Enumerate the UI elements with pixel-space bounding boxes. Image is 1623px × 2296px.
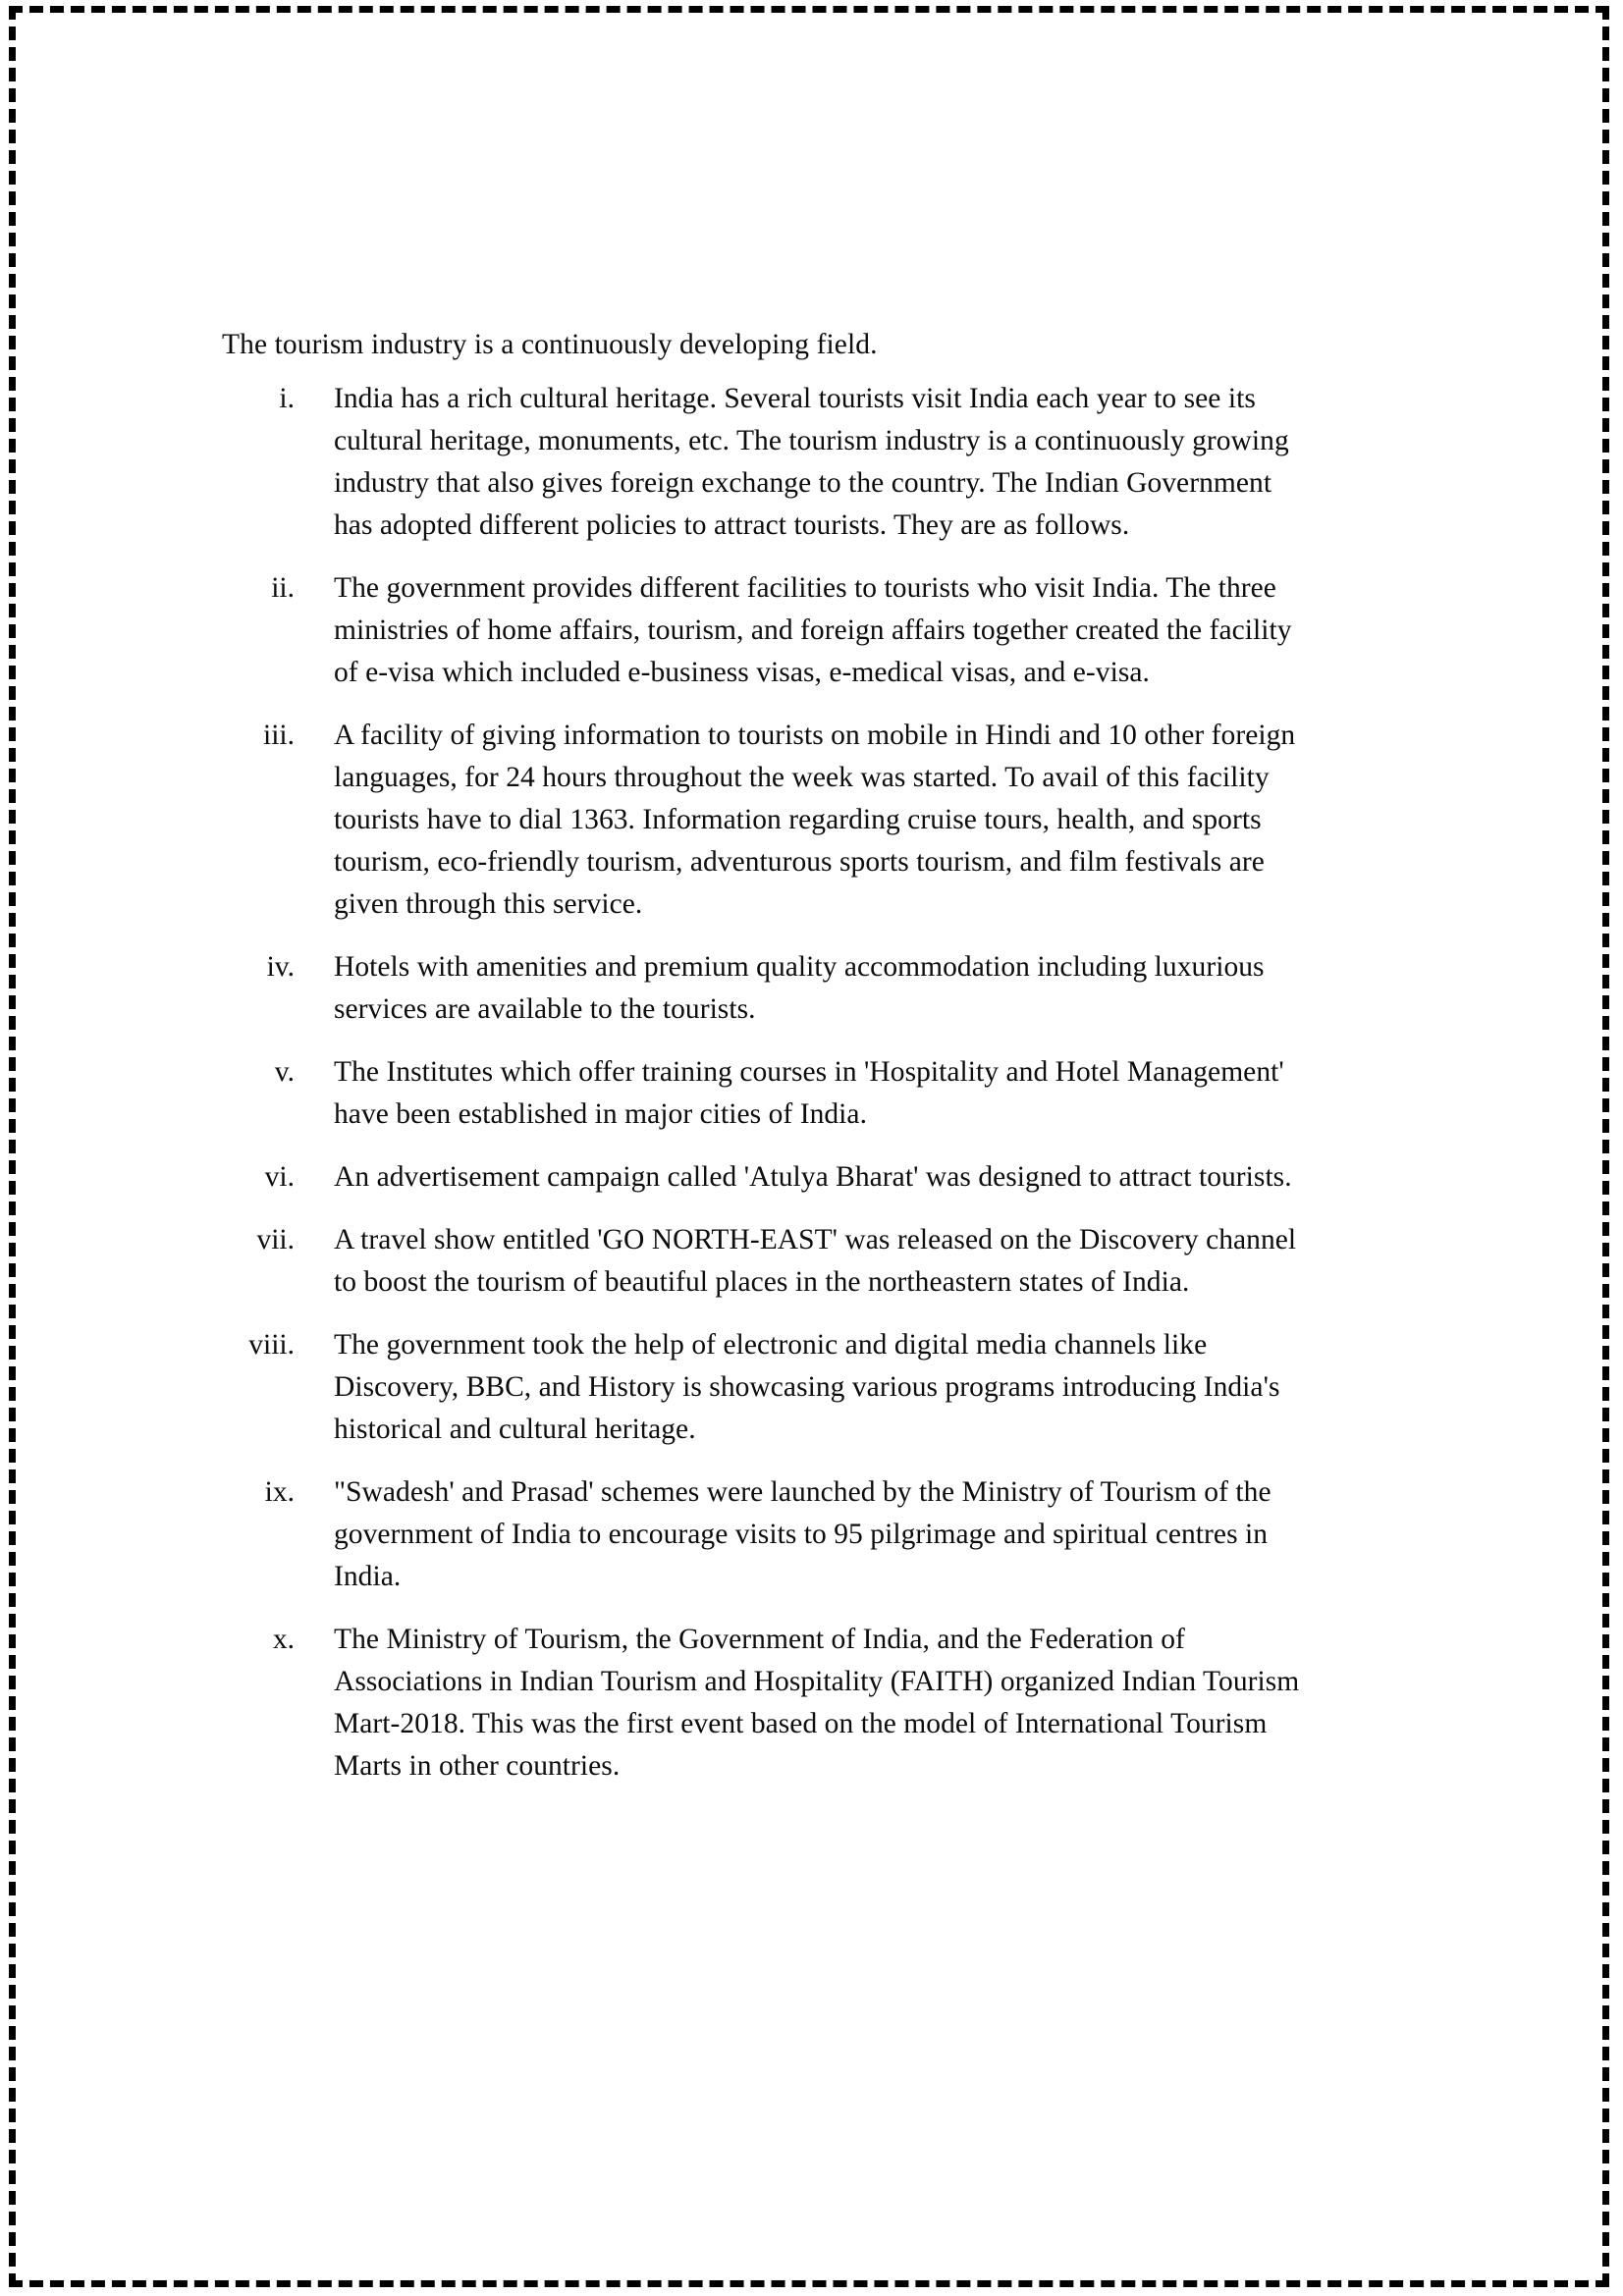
list-item-marker: ix. xyxy=(264,1476,295,1508)
roman-numeral-list xyxy=(218,378,1397,1788)
list-item-text: The government provides different facilities to tourists who visit India. The three ministries of home affairs, tourism, and foreign affairs together created the facility of e-visa which included e-business visas, e-medical visas, and e-visa. xyxy=(334,572,1292,688)
list-item-marker: ii. xyxy=(271,572,295,604)
list-item xyxy=(218,1471,1397,1598)
list-item-text: A travel show entitled 'GO NORTH-EAST' was released on the Discovery channel to boost the tourism of beautiful places in the northeastern states of India. xyxy=(334,1224,1297,1298)
list-item xyxy=(218,715,1397,926)
list-item-marker: vi. xyxy=(264,1161,295,1193)
list-item-text: The Ministry of Tourism, the Government of India, and the Federation of Associations in Indian Tourism and Hospitality (FAITH) organized Indian Tourism Mart-2018. This was the first event based on the model of International Tourism Marts in other countries. xyxy=(334,1624,1300,1782)
list-item-text: A facility of giving information to tourists on mobile in Hindi and 10 other foreign languages, for 24 hours throughout the week was started. To avail of this facility tourists have to dial 1363. Information regarding cruise tours, health, and sports tourism, eco-friendly tourism, adventurous sports tourism, and film festivals are given through this service. xyxy=(334,720,1296,920)
list-item-text: India has a rich cultural heritage. Several tourists visit India each year to see its cultural heritage, monuments, etc. The tourism industry is a continuously growing industry that also gives foreign exchange to the country. The Indian Government has adopted different policies to attract tourists. They are as follows. xyxy=(334,383,1289,541)
list-item-marker: vii. xyxy=(256,1224,295,1255)
intro-paragraph: The tourism industry is a continuously developing field. xyxy=(222,329,878,360)
list-item-marker: iv. xyxy=(266,951,295,983)
list-item xyxy=(218,1156,1397,1199)
list-item-text: The government took the help of electronic and digital media channels like Discovery, BBC, and History is showcasing various programs introducing India's historical and cultural heritage. xyxy=(334,1329,1280,1445)
list-item-marker: viii. xyxy=(248,1329,295,1361)
list-item xyxy=(218,1324,1397,1451)
list-item-text: An advertisement campaign called 'Atulya Bharat' was designed to attract tourists. xyxy=(334,1161,1292,1193)
list-item-text: Hotels with amenities and premium quality accommodation including luxurious services are available to the tourists. xyxy=(334,951,1265,1025)
list-item xyxy=(218,946,1397,1031)
list-item xyxy=(218,378,1397,547)
list-item xyxy=(218,1619,1397,1788)
list-item-text: "Swadesh' and Prasad' schemes were launched by the Ministry of Tourism of the government of India to encourage visits to 95 pilgrimage and spiritual centres in India. xyxy=(334,1476,1271,1592)
list-item xyxy=(218,1219,1397,1304)
list-item-marker: i. xyxy=(279,383,295,414)
list-item xyxy=(218,1051,1397,1136)
list-item-marker: iii. xyxy=(263,720,295,751)
list-item-marker: v. xyxy=(274,1056,295,1088)
list-item xyxy=(218,567,1397,694)
list-item-marker: x. xyxy=(272,1624,295,1655)
list-item-text: The Institutes which offer training courses in 'Hospitality and Hotel Management' have been established in major cities of India. xyxy=(334,1056,1284,1130)
